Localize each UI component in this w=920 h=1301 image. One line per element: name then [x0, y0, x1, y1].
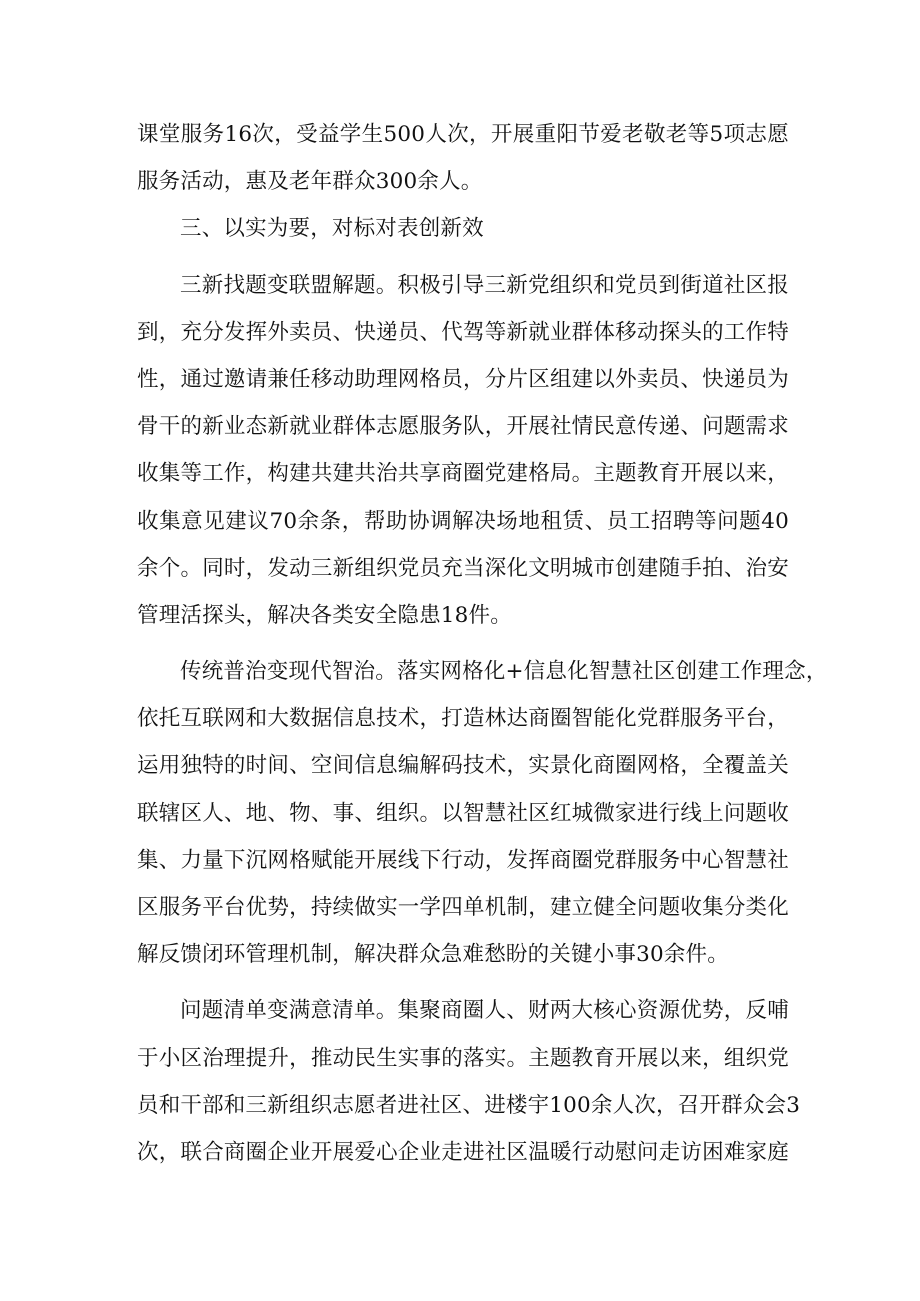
text-line: 员和干部和三新组织志愿者进社区、进楼宇100余人次，召开群众会3 — [137, 1092, 801, 1118]
text-line: 收集等工作，构建共建共治共享商圈党建格局。主题教育开展以来， — [137, 461, 789, 487]
text-line: 运用独特的时间、空间信息编解码技术，实景化商圈网格，全覆盖关 — [137, 753, 789, 779]
paragraph-gap — [137, 978, 789, 987]
text-line: 到，充分发挥外卖员、快递员、代驾等新就业群体移动探头的工作特 — [137, 319, 789, 345]
text-line: 次，联合商圈企业开展爱心企业走进社区温暖行动慰问走访困难家庭 — [137, 1139, 789, 1165]
text-line: 骨干的新业态新就业群体志愿服务队，开展社情民意传递、问题需求 — [137, 414, 789, 440]
paragraph — [137, 111, 789, 205]
text-line: 集、力量下沉网格赋能开展线下行动，发挥商圈党群服务中心智慧社 — [137, 847, 789, 873]
text-line: 解反馈闭环管理机制，解决群众急难愁盼的关键小事30余件。 — [137, 942, 729, 968]
text-line: 性，通过邀请兼任移动助理网格员，分片区组建以外卖员、快递员为 — [137, 366, 789, 392]
paragraph-gap — [137, 253, 789, 262]
paragraph — [137, 648, 828, 978]
text-line: 收集意见建议70余条，帮助协调解决场地租赁、员工招聘等问题40 — [137, 508, 789, 534]
paragraph — [137, 262, 789, 640]
text-line: 课堂服务16次，受益学生500人次，开展重阳节爱老敬老等5项志愿 — [137, 122, 789, 147]
text-line: 管理活探头，解决各类安全隐患18件。 — [137, 602, 512, 628]
text-line: 于小区治理提升，推动民生实事的落实。主题教育开展以来，组织党 — [137, 1045, 789, 1071]
text-line: 余个。同时，发动三新组织党员充当深化文明城市创建随手拍、治安 — [137, 555, 789, 581]
text-line: 联辖区人、地、物、事、组织。以智慧社区红城微家进行线上问题收 — [137, 800, 789, 826]
paragraph — [137, 987, 801, 1176]
section-heading — [137, 205, 789, 252]
paragraph-gap — [137, 639, 789, 648]
text-line: 传统普治变现代智治。落实网格化+信息化智慧社区创建工作理念， — [180, 659, 828, 685]
text-line: 三新找题变联盟解题。积极引导三新党组织和党员到街道社区报 — [180, 272, 789, 298]
document-body — [137, 111, 828, 1176]
text-line: 依托互联网和大数据信息技术，打造林达商圈智能化党群服务平台， — [137, 706, 789, 732]
text-line: 问题清单变满意清单。集聚商圈人、财两大核心资源优势，反哺 — [180, 998, 789, 1024]
text-line: 三、以实为要，对标对表创新效 — [180, 216, 484, 242]
text-line: 服务活动，惠及老年群众300余人。 — [137, 169, 483, 195]
text-line: 区服务平台优势，持续做实一学四单机制，建立健全问题收集分类化 — [137, 895, 789, 920]
